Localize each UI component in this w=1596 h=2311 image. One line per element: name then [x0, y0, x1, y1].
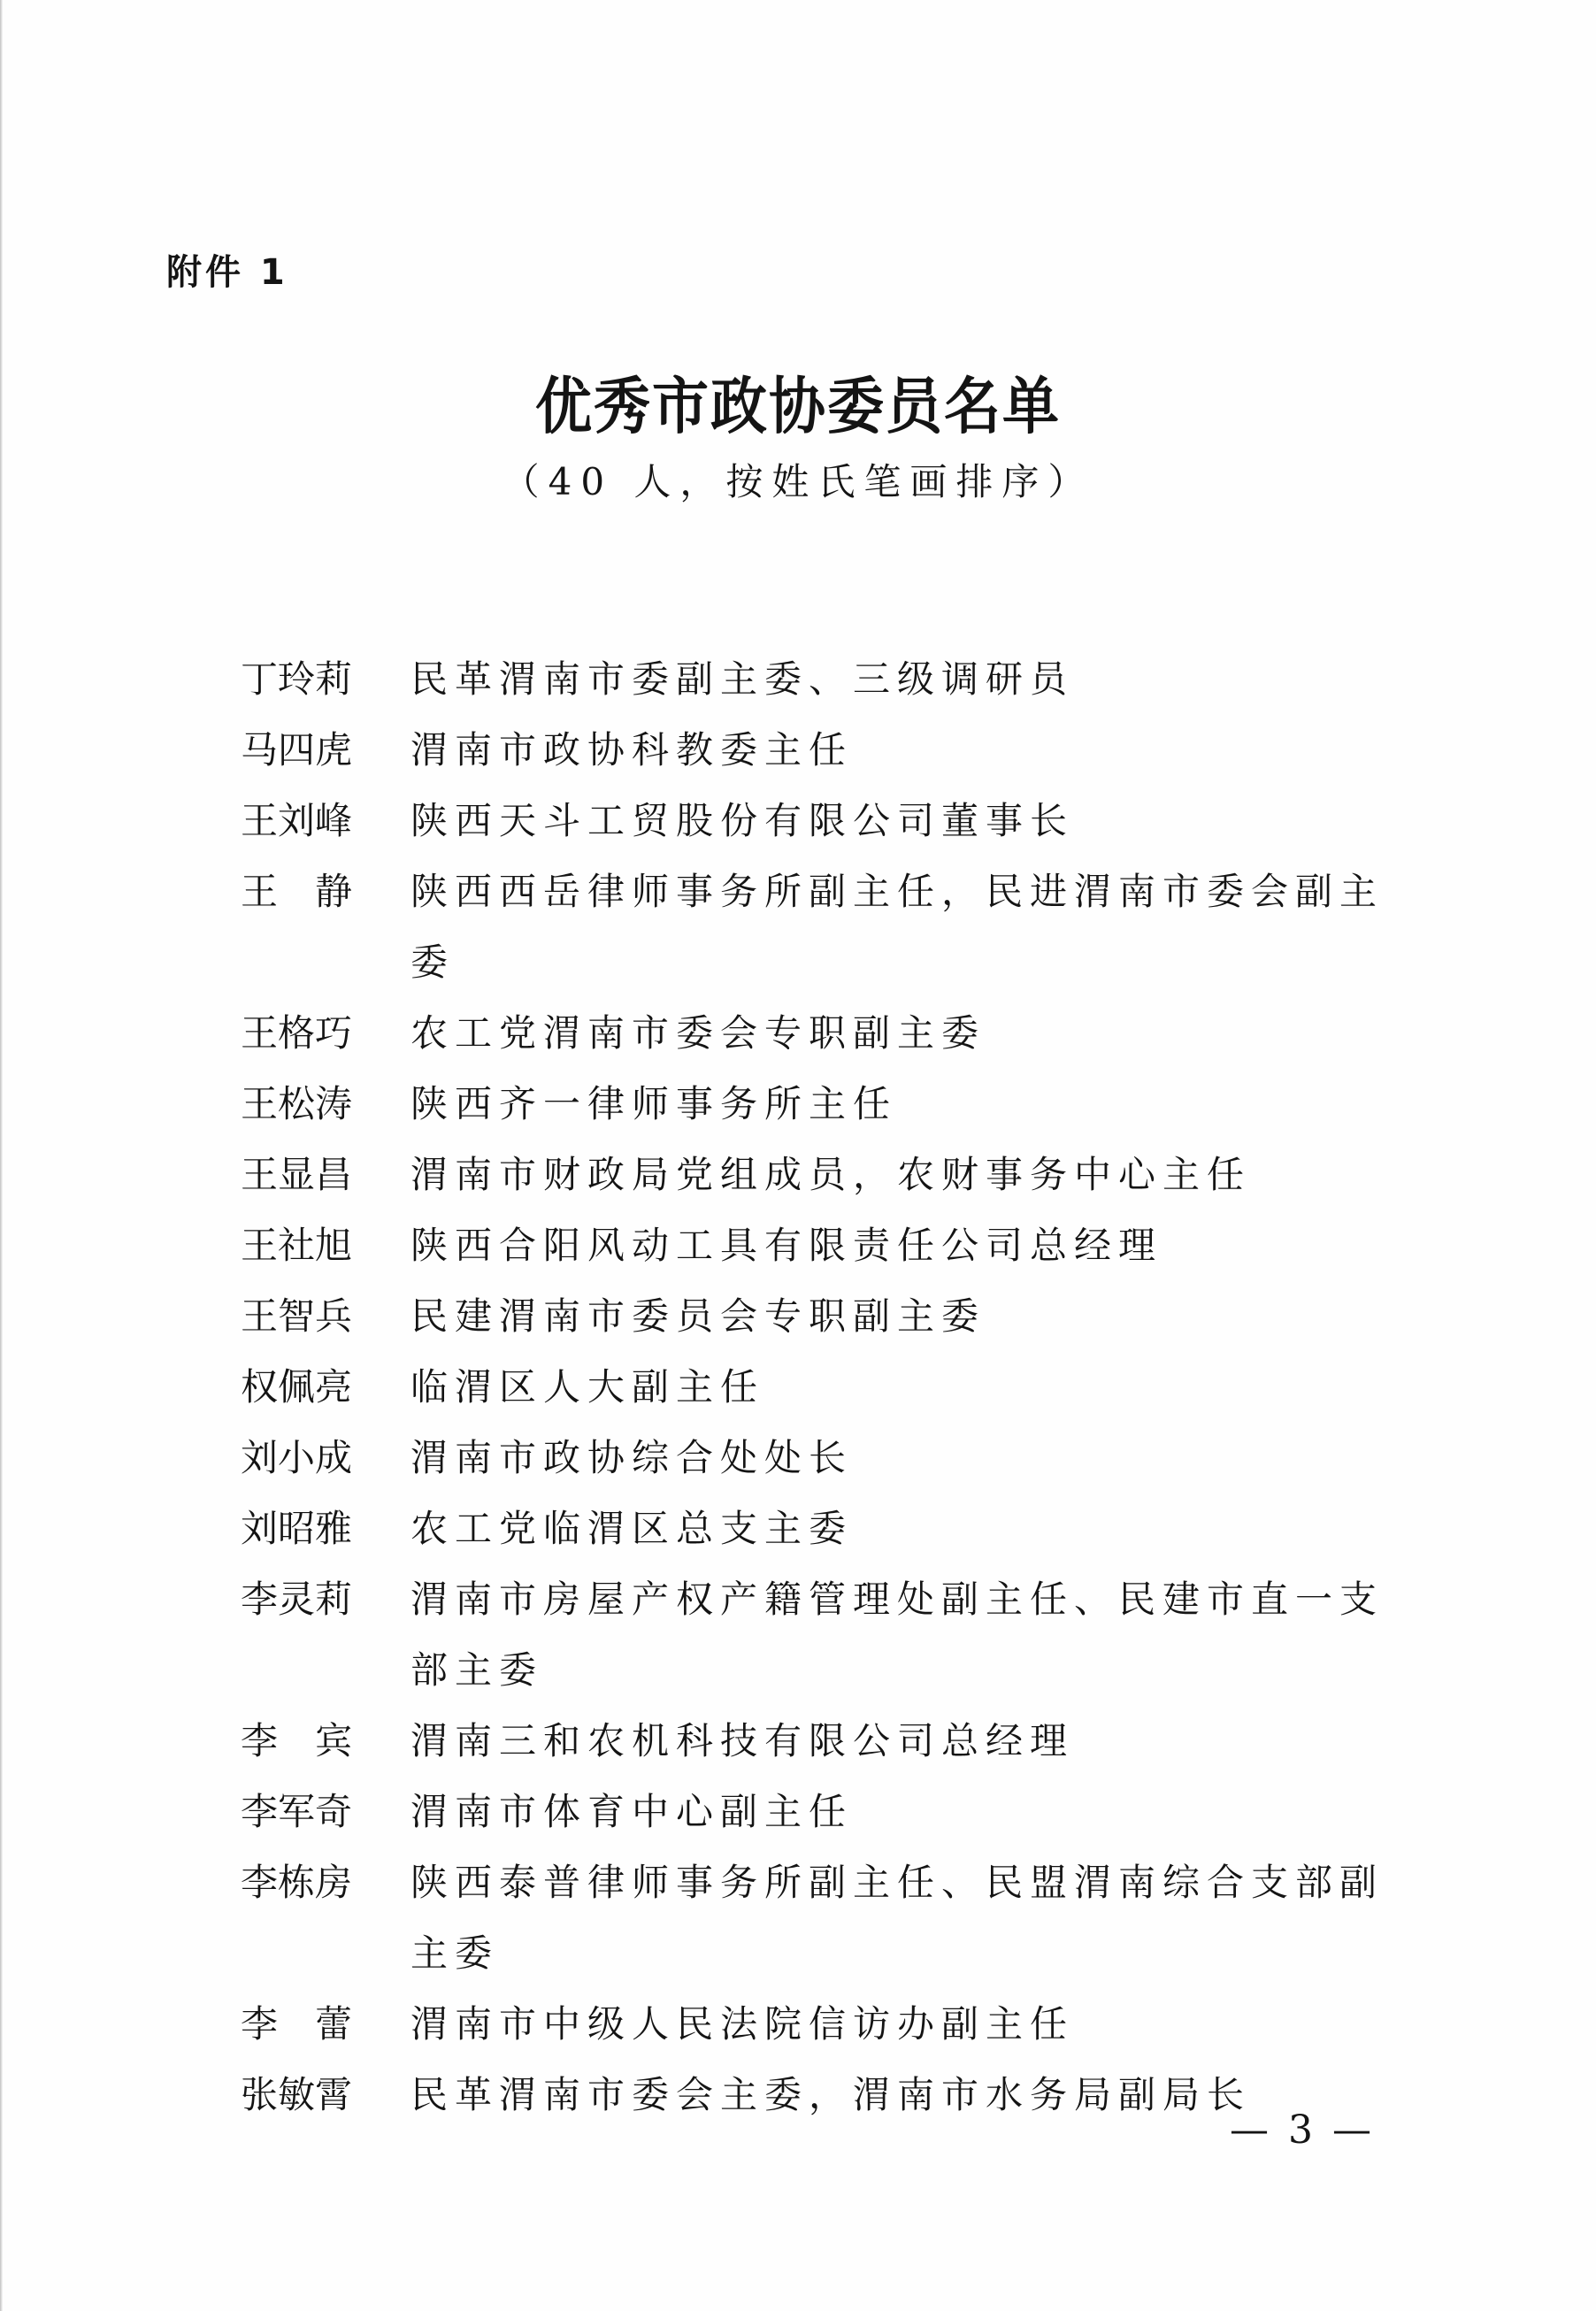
list-item: [241, 1989, 1417, 2060]
list-item: [241, 786, 1417, 856]
member-role: 民革渭南市委副主委、三级调研员: [411, 657, 1075, 701]
member-role: 陕西天斗工贸股份有限公司董事长: [411, 799, 1075, 842]
member-role: 农工党渭南市委会专职副主委: [411, 1011, 986, 1055]
member-role: 渭南市政协科教委主任: [411, 728, 854, 772]
member-name: 刘小成: [241, 1436, 353, 1479]
list-item: [241, 644, 1417, 715]
list-item: [241, 1352, 1417, 1423]
member-role: 渭南市房屋产权产籍管理处副主任、民建市直一支部主委: [411, 1578, 1385, 1692]
member-name: 李军奇: [241, 1790, 353, 1833]
member-name: 李灵莉: [241, 1578, 353, 1621]
member-name: 王社旭: [241, 1224, 353, 1267]
list-item: [241, 1423, 1417, 1493]
list-item: [241, 856, 1417, 998]
member-name: 李 宾: [241, 1719, 353, 1762]
member-role: 民革渭南市委会主委，渭南市水务局副局长: [411, 2073, 1252, 2116]
member-name: 王格巧: [241, 1011, 353, 1055]
list-item: [241, 1069, 1417, 1140]
document-subtitle: （40 人，按姓氏笔画排序）: [502, 460, 1094, 503]
member-role: 陕西西岳律师事务所副主任，民进渭南市委会副主委: [411, 870, 1385, 984]
member-role: 渭南市政协综合处处长: [411, 1436, 854, 1479]
member-list: [241, 644, 1417, 2131]
attachment-label: 附件 1: [166, 252, 288, 293]
list-item: [241, 715, 1417, 786]
member-name: 王智兵: [241, 1294, 353, 1338]
list-item: [241, 1564, 1417, 1706]
member-name: 李 蕾: [241, 2002, 353, 2046]
list-item: [241, 998, 1417, 1069]
member-role: 陕西齐一律师事务所主任: [411, 1082, 898, 1125]
page-number: — 3 —: [1230, 2108, 1375, 2153]
member-name: 刘昭雅: [241, 1507, 353, 1550]
page-edge-shadow: [0, 0, 3, 2311]
document-title: 优秀市政协委员名单: [535, 372, 1061, 443]
member-name: 王显昌: [241, 1153, 353, 1196]
member-role: 渭南市体育中心副主任: [411, 1790, 854, 1833]
member-role: 渭南市中级人民法院信访办副主任: [411, 2002, 1075, 2046]
list-item: [241, 1281, 1417, 1352]
list-item: [241, 1210, 1417, 1281]
member-name: 王松涛: [241, 1082, 353, 1125]
list-item: [241, 1140, 1417, 1210]
member-role: 渭南市财政局党组成员，农财事务中心主任: [411, 1153, 1252, 1196]
member-role: 民建渭南市委员会专职副主委: [411, 1294, 986, 1338]
member-role: 陕西合阳风动工具有限责任公司总经理: [411, 1224, 1163, 1267]
list-item: [241, 1493, 1417, 1564]
member-name: 张敏霄: [241, 2073, 353, 2116]
list-item: [241, 1847, 1417, 1989]
member-role: 农工党临渭区总支主委: [411, 1507, 854, 1550]
member-name: 王 静: [241, 870, 353, 913]
member-role: 渭南三和农机科技有限公司总经理: [411, 1719, 1075, 1762]
member-name: 王刘峰: [241, 799, 353, 842]
member-name: 权佩亮: [241, 1365, 353, 1409]
list-item: [241, 1777, 1417, 1847]
member-name: 丁玲莉: [241, 657, 353, 701]
member-role: 临渭区人大副主任: [411, 1365, 765, 1409]
member-role: 陕西泰普律师事务所副主任、民盟渭南综合支部副主委: [411, 1861, 1385, 1975]
member-name: 马四虎: [241, 728, 353, 772]
list-item: [241, 1706, 1417, 1777]
member-name: 李栋房: [241, 1861, 353, 1904]
